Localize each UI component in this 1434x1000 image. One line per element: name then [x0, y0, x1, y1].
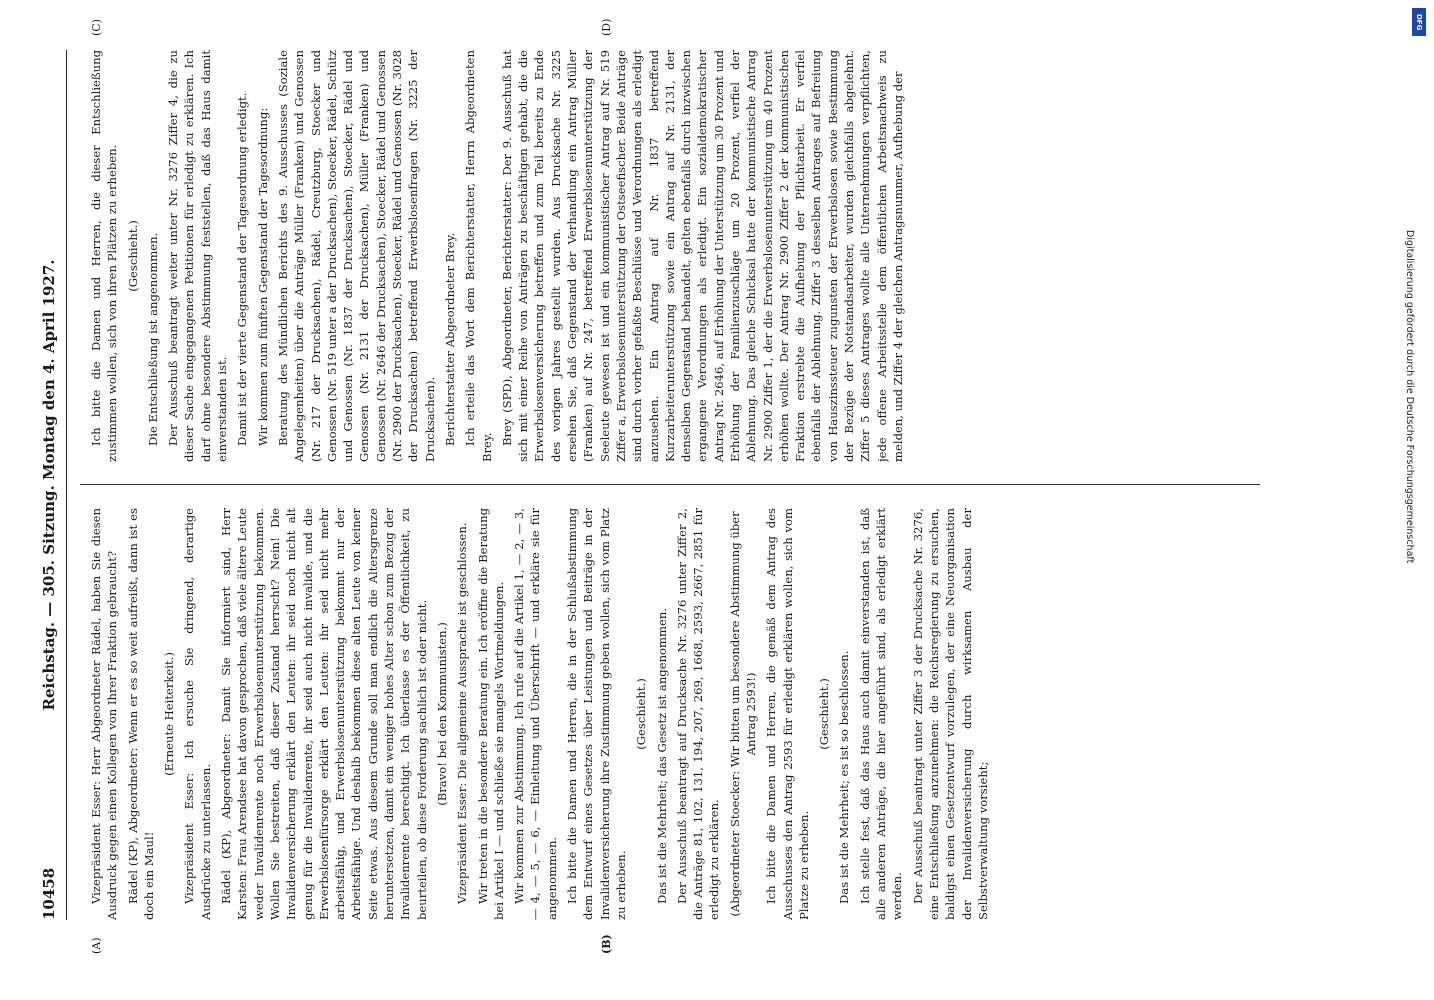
paragraph: Vizepräsident Esser: Ich ersuche Sie dringend, derartige Ausdrücke zu unterlassen. [182, 508, 213, 920]
paragraph: Damit ist der vierte Gegenstand der Tagesordnung erledigt. [235, 92, 250, 446]
paragraph: Wir kommen zur Abstimmung. Ich rufe auf die Artikel 1, — 2, — 3, — 4, — 5, — 6, — Einleitung und Überschrift — und erkläre sie für angenommen. [512, 508, 559, 920]
digitization-credit [1402, 230, 1416, 790]
paragraph: Vizepräsident Esser: Herr Abgeordneter Rädel, haben Sie diesen Ausdruck gegen einen Kollegen von Ihrer Fraktion gebraucht? [89, 508, 120, 920]
margin-mark-d: (D) [600, 18, 613, 36]
paragraph: Das ist die Mehrheit; das Gesetz ist angenommen. [654, 607, 669, 904]
paragraph: Rädel (KP), Abgeordneter: Damit Sie informiert sind, Herr Karsten: Frau Arendsee hat davon gesprochen, daß viele ältere Leute weder Invalidenrente noch Erwerbslosenunterstützung bekommen. Wollen Sie bestreiten, daß dieser Zustand herrscht? Nein! Die Invalidenversicherung erklärt den Leuten: ihr seid noch nicht alt genug für die Invalidenrente, ihr seid auch nicht invalide, und die Erwerbslosenfürsorge erklärt den Leuten: ihr seid nicht mehr arbeitsfähig, und Erwerbslosenunterstützung bekommt nur der Arbeitsfähige. Und deshalb bekommen diese alten Leute von keiner Seite etwas. Aus diesem Grunde soll man endlich die Altersgrenze heruntersetzen, damit ein weniger hohes Alter schon zum Bezug der Invalidenrente berechtigt. Ich überlasse es der Öffentlichkeit, zu beurteilen, ob diese Forderung sachlich ist oder nicht. [219, 508, 429, 920]
header-rule [66, 50, 67, 920]
paragraph: Ich bitte die Damen und Herren, die in der Schlußabstimmung dem Entwurf eines Gesetzes über Leistungen und Beiträge in der Invalidenversicherung ihre Zustimmung geben wollen, sich vom Platz zu erheben. [565, 508, 628, 920]
paragraph: Wir treten in die besondere Beratung ein. Ich eröffne die Beratung bei Artikel I — und schließe sie mangels Wortmeldungen. [475, 508, 506, 920]
paragraph: Wir kommen zum fünften Gegenstand der Tagesordnung: [255, 107, 270, 446]
paragraph: Ich bitte die Damen und Herren, die gemäß dem Antrag des Ausschusses den Antrag 2593 für erledigt erklären wollen, sich vom Platze zu erheben. [764, 508, 811, 920]
paragraph: (Geschieht.) [634, 678, 649, 750]
paragraph: Ich stelle fest, daß das Haus auch damit einverstanden ist, daß alle anderen Anträge, die hier angeführt sind, als erledigt erklärt werden. [857, 508, 905, 920]
running-head: Reichstag. — 305. Sitzung. Montag den 4. April 1927. [40, 259, 58, 711]
paragraph: Rädel (KP), Abgeordneter: Wenn er es so weit aufreißt, dann ist es doch ein Maul! [125, 508, 156, 920]
paragraph: Ich bitte die Damen und Herren, die dieser Entschließung zustimmen wollen, sich von ihren Plätzen zu erheben. [89, 50, 120, 462]
paragraph: Der Ausschuß beantragt auf Drucksache Nr. 3276 unter Ziffer 2, die Anträge 81, 102, 131, 194, 207, 269, 1668, 2593, 2667, 2851 für erledigt zu erklären. [674, 508, 722, 920]
paragraph: Beratung des Mündlichen Berichts des 9. Ausschusses (Soziale Angelegenheiten) über die Anträge Müller (Franken) und Genossen (Nr. 217 der Drucksachen), Rädel, Creutzburg, Stoecker und Genossen (Nr. 519 unter a der Drucksachen), Stoecker, Rädel, Schütz und Genossen (Nr. 1837 der Drucksachen), Stoecker, Rädel und Genossen (Nr. 2131 der Drucksachen), Müller (Franken) und Genossen (Nr. 2646 der Drucksachen), Stoecker, Rädel und Genossen (Nr. 2900 der Drucksachen), Stoecker, Rädel und Genossen (Nr. 3028 der Drucksachen) betreffend Erwerbslosenfragen (Nr. 3225 der Drucksachen). [275, 50, 437, 462]
paragraph: Vizepräsident Esser: Die allgemeine Aussprache ist geschlossen. [455, 522, 470, 904]
paragraph: (Geschieht.) [817, 678, 832, 750]
paragraph: Brey (SPD), Abgeordneter, Berichterstatter: Der 9. Ausschuß hat sich mit einer Reihe von Anträgen zu beschäftigen gehabt, die die Erwerbslosenversicherung betreffen und zum Teil bereits zu Ende des vorigen Jahres gestellt wurden. Aus Drucksache Nr. 3225 ersehen Sie, daß Gegenstand der Verhandlung ein Antrag Müller (Franken) auf Nr. 247, betreffend Erwerbslosenunterstützung der Seeleute gewesen ist und ein kommunistischer Antrag auf Nr. 519 Ziffer a, Erwerbslosenunterstützung der Ostseefischer. Beide Anträge sind durch vorher gefaßte Beschlüsse und Verordnungen als erledigt anzusehen. Ein Antrag auf Nr. 1837 betreffend Kurzarbeiterunterstützung sowie ein Antrag auf Nr. 2131, der denselben Gegenstand behandelt, gelten ebenfalls durch inzwischen ergangene Verordnungen als erledigt. Ein sozialdemokratischer Antrag Nr. 2646, auf Erhöhung der Unterstützung um 30 Prozent und Erhöhung der Familienzuschläge um 20 Prozent, verfiel der Ablehnung. Das gleiche Schicksal hatte der kommunistische Antrag Nr. 2900 Ziffer 1, der die Erwerbslosenunterstützung um 40 Prozent erhöhen wollte. Der Antrag Nr. 2900 Ziffer 2 der kommunistischen Fraktion erstrebte die Aufhebung der Pflichtarbeit. Er verfiel ebenfalls der Ablehnung. Ziffer 3 desselben Antrages auf Befreiung von Hauszinssteuer zugunsten der Erwerbslosen sowie Bestimmung der Bezüge der Notstandsarbeiter, wurden gleichfalls abgelehnt. Ziffer 5 dieses Antrages wollte alle Unternehmungen verpflichten, jede offene Arbeitsstelle dem öffentlichen Arbeitsnachweis zu melden, und Ziffer 4 der gleichen Antragsnummer, Aufhebung der [499, 50, 905, 462]
digitization-credit-text: Digitalisierung gefördert durch die Deutsche Forschungsgemeinschaft [1404, 230, 1415, 564]
right-column [88, 50, 1258, 462]
paragraph: (Abgeordneter Stoecker: Wir bitten um besondere Abstimmung über Antrag 2593!) [727, 511, 758, 917]
margin-mark-c: (C) [90, 19, 103, 36]
paragraph: Das ist die Mehrheit; es ist so beschlossen. [837, 650, 852, 904]
dfg-logo: DFG [1412, 8, 1426, 36]
paragraph: Der Ausschuß beantragt unter Ziffer 3 der Drucksache Nr. 3276, eine Entschließung anzunehmen: die Reichsregierung zu ersuchen, baldigst einen Gesetzentwurf vorzulegen, der eine Neuorganisation der Invalidenversicherung durch wirksamen Ausbau der Selbstverwaltung vorsieht; [910, 508, 990, 920]
document-sheet [40, 18, 1270, 954]
paragraph: Die Entschließung ist angenommen. [145, 232, 160, 446]
paragraph: Ich erteile das Wort dem Berichterstatter, Herrn Abgeordneten Brey. [463, 50, 494, 462]
page-header [40, 50, 68, 920]
column-divider [80, 484, 1260, 485]
page-number: 10458 [40, 867, 58, 920]
left-column [88, 508, 1258, 920]
paragraph: (Erneute Heiterkeit.) [162, 652, 177, 776]
paragraph: Der Ausschuß beantragt weiter unter Nr. 3276 Ziffer 4, die zu dieser Sache eingegangenen Petitionen für erledigt zu erklären. Ich darf ohne besondere Abstimmung feststellen, daß das Haus damit einverstanden ist. [166, 50, 230, 462]
margin-mark-a: (A) [90, 937, 103, 954]
paragraph: (Bravo! bei den Kommunisten.) [434, 622, 449, 806]
margin-mark-b: (B) [600, 934, 613, 954]
paragraph: (Geschieht.) [125, 220, 140, 292]
paragraph: Berichterstatter Abgeordneter Brey. [442, 232, 457, 446]
